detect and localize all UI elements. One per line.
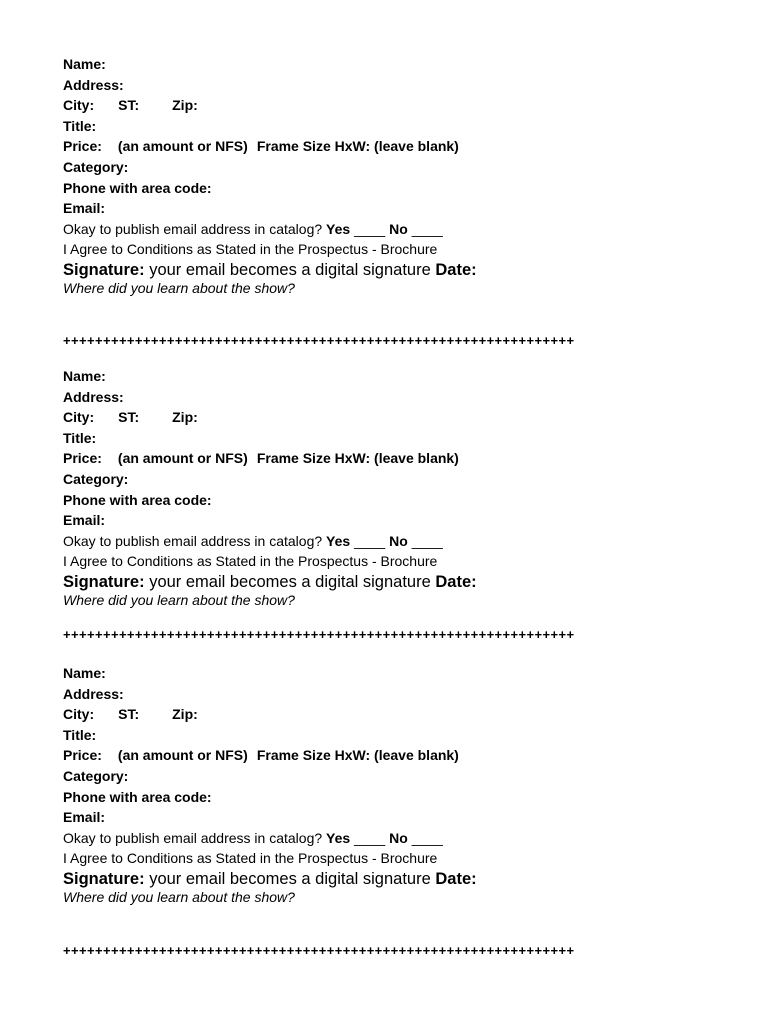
signature-row [63,869,703,889]
phone-label: Phone with area code: [63,788,212,805]
price-label: Price: [63,450,102,467]
frame-size-label: Frame Size HxW: (leave blank) [256,450,459,467]
yes-label: Yes [326,220,351,237]
zip-label: Zip: [172,97,198,114]
frame-size-label: Frame Size HxW: (leave blank) [256,747,459,764]
city-label: City: [63,97,95,114]
separator-line: ++++++++++++++++++++++++++++++++++++++++++++++++++++++++++++++++ [63,333,575,348]
city-st-zip-row [63,407,703,428]
email-label: Email: [63,200,106,217]
entry-form-1 [63,54,703,299]
price-hint: (an amount or NFS) [117,450,248,467]
category-label: Category: [63,767,129,784]
price-row [63,448,703,469]
category-label: Category: [63,158,129,175]
city-label: City: [63,706,95,723]
email-label: Email: [63,512,106,529]
name-label: Name: [63,665,106,681]
agree-text: I Agree to Conditions as Stated in the Prospectus - Brochure [63,553,438,570]
title-label: Title: [63,429,97,446]
publish-question: Okay to publish email address in catalog? [63,829,323,846]
date-label: Date: [435,869,477,888]
st-label: ST: [118,97,140,114]
email-label: Email: [63,809,106,826]
signature-label: Signature: [63,869,145,888]
category-label: Category: [63,470,129,487]
no-label: No [389,829,408,846]
city-label: City: [63,409,95,426]
zip-label: Zip: [172,409,198,426]
address-label: Address: [63,76,124,93]
publish-question: Okay to publish email address in catalog? [63,532,323,549]
phone-label: Phone with area code: [63,491,212,508]
separator-line: ++++++++++++++++++++++++++++++++++++++++++++++++++++++++++++++++ [63,943,575,958]
price-label: Price: [63,747,102,764]
yes-blank: ____ [354,829,386,846]
publish-row [63,828,703,849]
publish-question: Okay to publish email address in catalog? [63,220,323,237]
phone-label: Phone with area code: [63,179,212,196]
no-label: No [389,532,408,549]
st-label: ST: [118,409,140,426]
entry-form-2 [63,366,703,611]
no-label: No [389,220,408,237]
learn-question: Where did you learn about the show? [63,591,295,608]
signature-text: your email becomes a digital signature [149,260,431,279]
frame-size-label: Frame Size HxW: (leave blank) [256,138,459,155]
title-label: Title: [63,726,97,743]
signature-text: your email becomes a digital signature [149,869,431,888]
address-label: Address: [63,388,124,405]
yes-label: Yes [326,532,351,549]
address-label: Address: [63,685,124,702]
entry-form-3 [63,663,703,908]
city-st-zip-row [63,95,703,116]
no-blank: ____ [411,829,443,846]
name-label: Name: [63,56,106,72]
yes-blank: ____ [354,532,386,549]
signature-text: your email becomes a digital signature [149,572,431,591]
learn-question: Where did you learn about the show? [63,888,295,905]
city-st-zip-row [63,704,703,725]
learn-question: Where did you learn about the show? [63,279,295,296]
date-label: Date: [435,572,477,591]
yes-label: Yes [326,829,351,846]
agree-text: I Agree to Conditions as Stated in the Prospectus - Brochure [63,241,438,258]
signature-row [63,260,703,280]
agree-text: I Agree to Conditions as Stated in the Prospectus - Brochure [63,850,438,867]
st-label: ST: [118,706,140,723]
price-row [63,745,703,766]
title-label: Title: [63,117,97,134]
yes-blank: ____ [354,220,386,237]
price-hint: (an amount or NFS) [117,138,248,155]
publish-row [63,219,703,240]
publish-row [63,531,703,552]
name-label: Name: [63,368,106,384]
no-blank: ____ [411,532,443,549]
date-label: Date: [435,260,477,279]
signature-row [63,572,703,592]
zip-label: Zip: [172,706,198,723]
signature-label: Signature: [63,572,145,591]
price-row [63,136,703,157]
price-label: Price: [63,138,102,155]
price-hint: (an amount or NFS) [117,747,248,764]
signature-label: Signature: [63,260,145,279]
no-blank: ____ [411,220,443,237]
separator-line: ++++++++++++++++++++++++++++++++++++++++++++++++++++++++++++++++ [63,627,575,642]
